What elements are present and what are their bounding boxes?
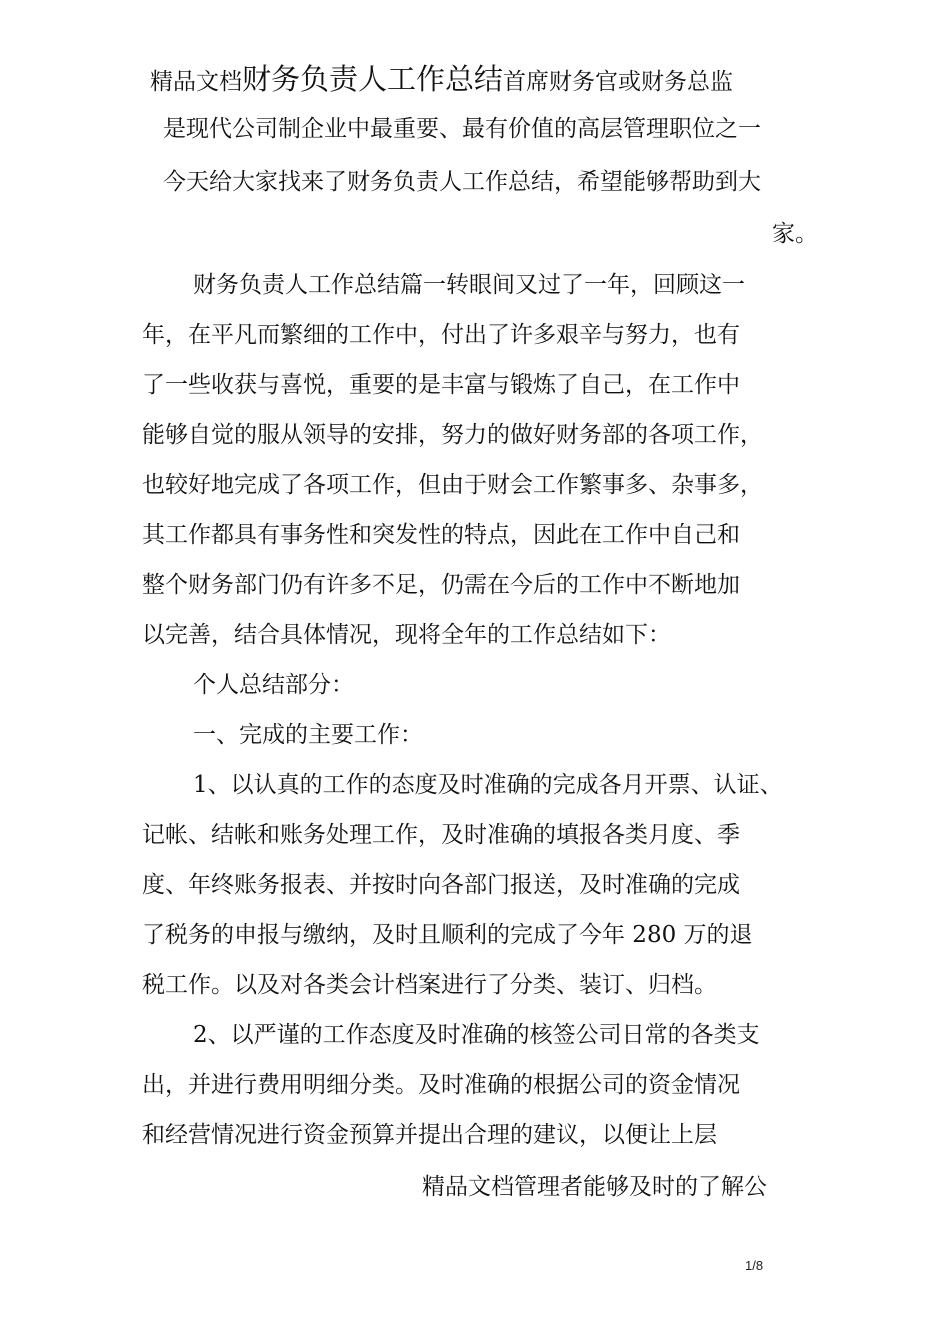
body-line-12: 记帐、结帐和账务处理工作，及时准确的填报各类月度、季: [142, 822, 740, 848]
body-line-2: 年，在平凡而繁细的工作中，付出了许多艰辛与努力，也有: [142, 322, 740, 348]
body-line-7: 整个财务部门仍有许多不足，仍需在今后的工作中不断地加: [142, 572, 740, 598]
intro-line-3: 家。: [772, 221, 818, 247]
body-line-15: 税工作。以及对各类会计档案进行了分类、装订、归档。: [142, 972, 717, 998]
body-line-19: 精品文档管理者能够及时的了解公: [422, 1174, 767, 1200]
header-line: [150, 64, 733, 94]
body-line-8: 以完善，结合具体情况，现将全年的工作总结如下：: [142, 622, 671, 648]
body-line-16: 2、以严谨的工作态度及时准确的核签公司日常的各类支: [193, 1022, 760, 1048]
body-line-1: 财务负责人工作总结篇一转眼间又过了一年，回顾这一: [193, 272, 745, 298]
body-line-18: 和经营情况进行资金预算并提出合理的建议，以便让上层: [142, 1122, 717, 1148]
body-line-14: 了税务的申报与缴纳，及时且顺利的完成了今年 280 万的退: [142, 922, 753, 948]
body-line-6: 其工作都具有事务性和突发性的特点，因此在工作中自己和: [142, 522, 740, 548]
header-prefix: 精品文档: [150, 69, 242, 95]
section-heading-main-work: 一、完成的主要工作：: [193, 722, 423, 748]
document-title: 财务负责人工作总结: [242, 62, 504, 96]
body-line-11: 1、以认真的工作的态度及时准确的完成各月开票、认证、: [193, 772, 783, 798]
page-number: 1/8: [745, 1258, 764, 1273]
body-line-13: 度、年终账务报表、并按时向各部门报送，及时准确的完成: [142, 872, 740, 898]
intro-line-2: 今天给大家找来了财务负责人工作总结，希望能够帮助到大: [163, 169, 761, 195]
body-line-5: 也较好地完成了各项工作，但由于财会工作繁事多、杂事多，: [142, 472, 763, 498]
body-line-4: 能够自觉的服从领导的安排，努力的做好财务部的各项工作，: [142, 422, 763, 448]
body-line-3: 了一些收获与喜悦，重要的是丰富与锻炼了自己，在工作中: [142, 372, 740, 398]
section-heading-personal: 个人总结部分：: [193, 672, 354, 698]
header-suffix: 首席财务官或财务总监: [503, 69, 734, 95]
body-line-17: 出，并进行费用明细分类。及时准确的根据公司的资金情况: [142, 1072, 740, 1098]
intro-line-1: 是现代公司制企业中最重要、最有价值的高层管理职位之一: [163, 116, 761, 142]
